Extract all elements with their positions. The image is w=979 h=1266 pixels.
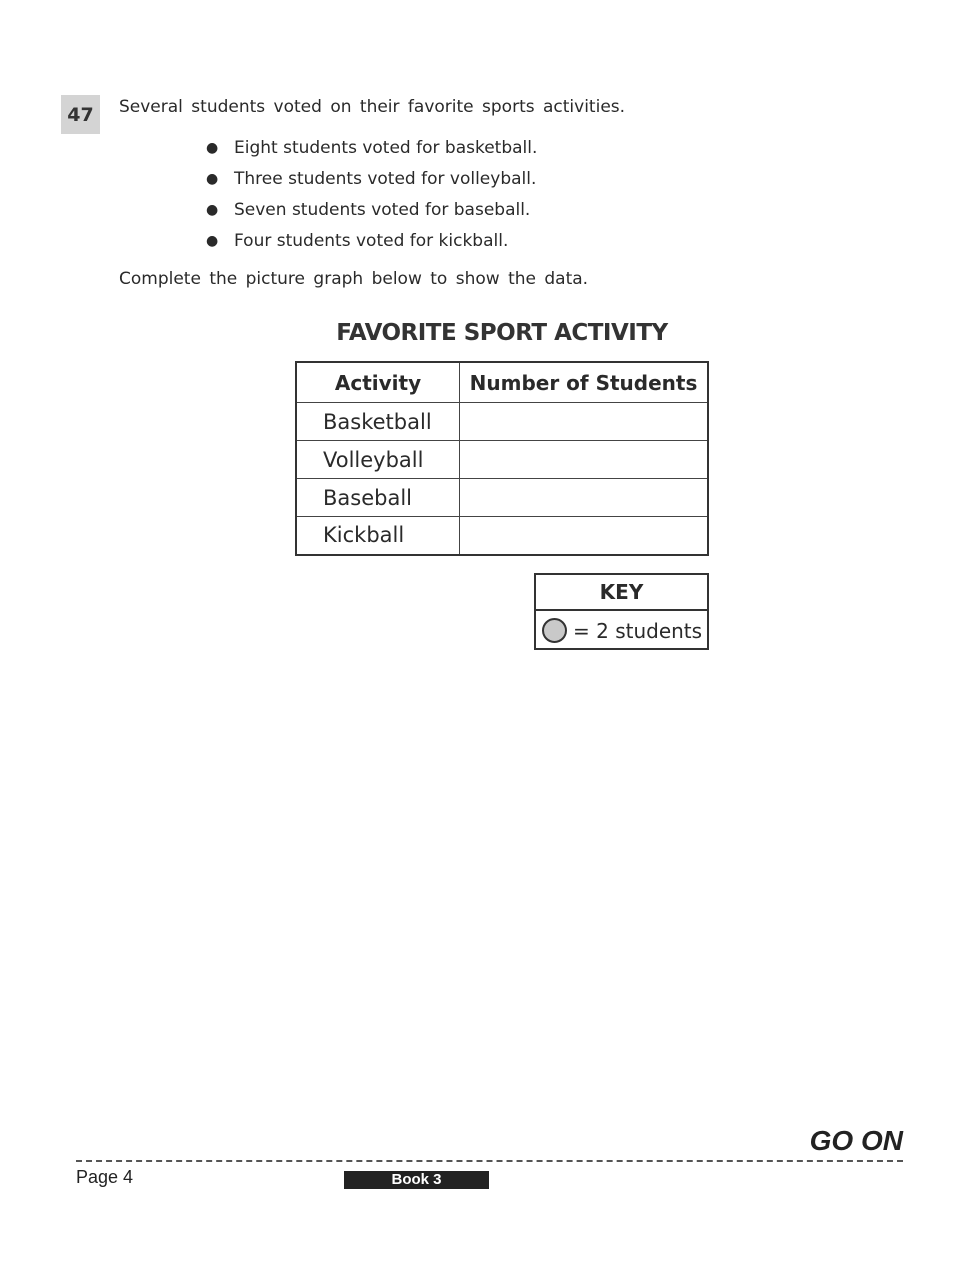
page-number: Page 4 bbox=[76, 1167, 134, 1187]
instruction-text: Complete the picture graph below to show the data. bbox=[119, 269, 589, 289]
activity-cell: Volleyball bbox=[296, 441, 460, 479]
count-cell[interactable] bbox=[460, 517, 709, 555]
bullet-text: Four students voted for kickball. bbox=[234, 231, 509, 251]
go-on-label: GO ON bbox=[809, 1125, 903, 1156]
picture-graph-table bbox=[295, 361, 709, 556]
activity-cell: Kickball bbox=[296, 517, 460, 555]
book-label: Book 3 bbox=[344, 1171, 489, 1189]
list-item bbox=[201, 168, 537, 199]
bullet-icon: ● bbox=[206, 202, 219, 218]
bullet-icon: ● bbox=[206, 171, 219, 187]
count-cell[interactable] bbox=[460, 403, 709, 441]
list-item bbox=[201, 137, 537, 168]
circle-icon bbox=[542, 618, 567, 643]
question-stem: Several students voted on their favorite sports activities. bbox=[119, 97, 626, 117]
bullet-icon: ● bbox=[206, 140, 219, 156]
activity-cell: Basketball bbox=[296, 403, 460, 441]
bullet-text: Three students voted for volleyball. bbox=[234, 169, 537, 189]
list-item bbox=[201, 230, 537, 261]
key-title: KEY bbox=[536, 575, 707, 611]
table-row bbox=[296, 517, 708, 555]
graph-title: FAVORITE SPORT ACTIVITY bbox=[336, 320, 668, 346]
table-row bbox=[296, 403, 708, 441]
key-text: = 2 students bbox=[573, 618, 703, 643]
question-number: 47 bbox=[61, 95, 100, 134]
table-row bbox=[296, 441, 708, 479]
bullet-list bbox=[201, 137, 537, 261]
header-number-of-students: Number of Students bbox=[460, 362, 709, 403]
list-item bbox=[201, 199, 537, 230]
header-activity: Activity bbox=[296, 362, 460, 403]
count-cell[interactable] bbox=[460, 479, 709, 517]
key-legend bbox=[536, 611, 707, 650]
activity-cell: Baseball bbox=[296, 479, 460, 517]
footer-divider bbox=[76, 1160, 903, 1162]
bullet-text: Seven students voted for baseball. bbox=[234, 200, 531, 220]
bullet-icon: ● bbox=[206, 233, 219, 249]
count-cell[interactable] bbox=[460, 441, 709, 479]
graph-key bbox=[534, 573, 709, 650]
table-row bbox=[296, 479, 708, 517]
bullet-text: Eight students voted for basketball. bbox=[234, 138, 538, 158]
